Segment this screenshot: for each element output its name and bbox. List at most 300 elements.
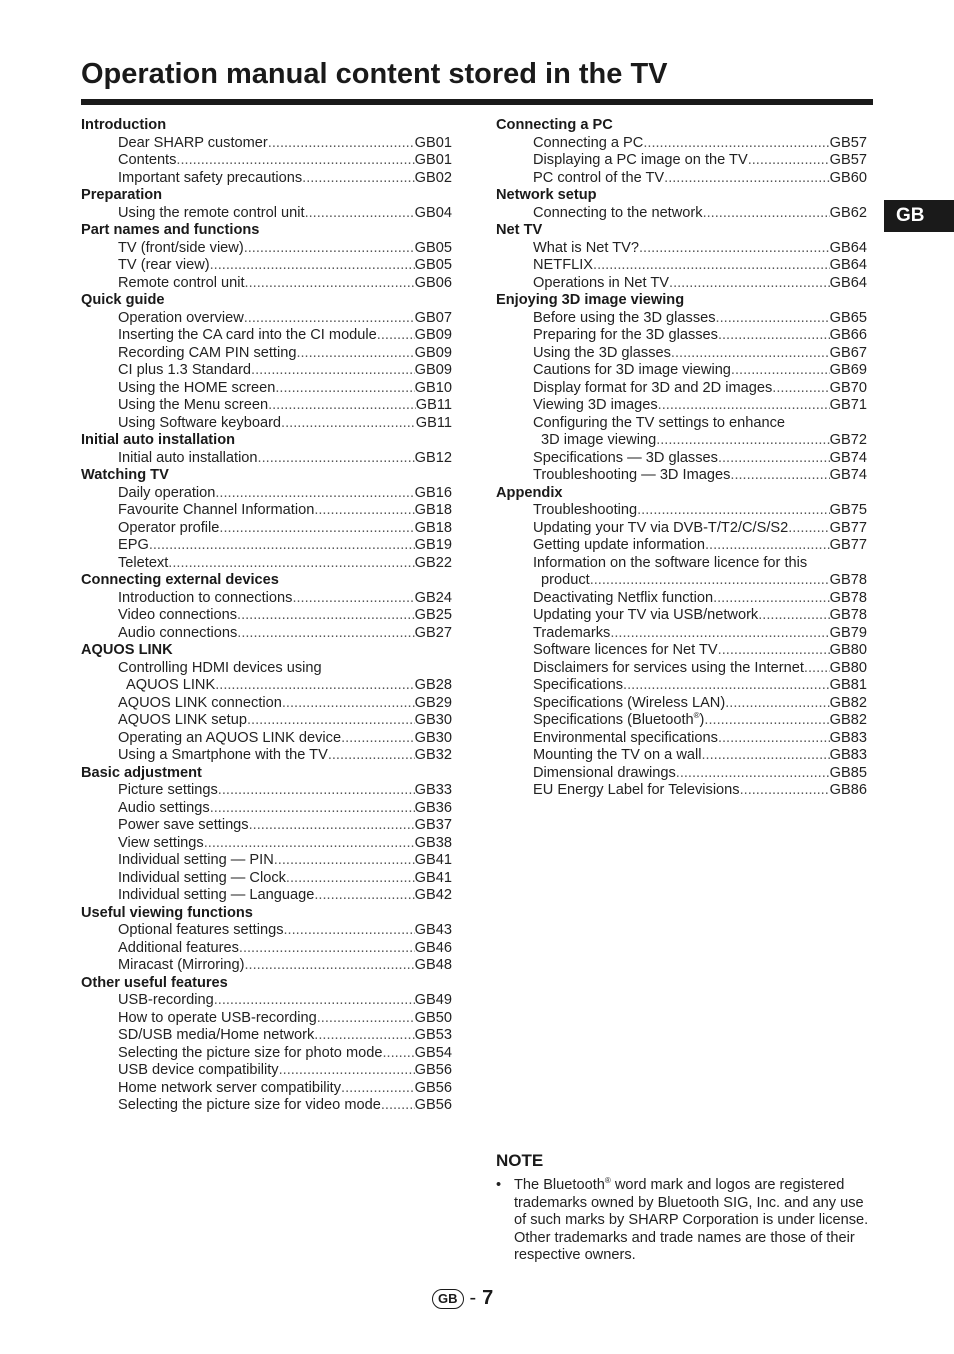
dot-leader	[268, 135, 415, 153]
toc-entry	[118, 240, 452, 258]
toc-page-ref: GB09	[414, 362, 452, 378]
toc-entry-title: Mounting the TV on a wall	[533, 747, 702, 763]
dot-leader	[286, 870, 415, 888]
toc-entry	[533, 537, 867, 555]
toc-page-ref: GB77	[829, 519, 867, 536]
toc-page-ref: GB80	[829, 642, 867, 658]
toc-entry-title: Selecting the picture size for video mode	[118, 1097, 381, 1113]
dot-leader	[247, 712, 415, 730]
toc-page-ref: GB74	[829, 449, 867, 466]
toc-entry-title: Using the HOME screen	[118, 379, 276, 396]
page-footer	[432, 1287, 493, 1310]
toc-page-ref: GB41	[414, 852, 452, 868]
toc-entry	[118, 380, 452, 398]
toc-entry	[533, 747, 867, 765]
toc-page-ref: GB85	[829, 764, 867, 781]
dot-leader	[377, 327, 415, 345]
toc-page-ref: GB24	[414, 589, 452, 606]
toc-entry-title: Connecting a PC	[533, 134, 644, 151]
toc-entry	[118, 590, 452, 608]
toc-entry-title: USB device compatibility	[118, 1062, 279, 1078]
toc-page-ref: GB36	[414, 799, 452, 816]
toc-entry	[533, 397, 867, 415]
region-badge: GB	[432, 1289, 464, 1309]
registered-mark: ®	[604, 1176, 611, 1186]
toc-entry	[118, 1045, 452, 1063]
dot-leader	[381, 1097, 415, 1115]
toc-page-ref: GB77	[829, 537, 867, 553]
toc-page-ref: GB64	[829, 274, 867, 291]
toc-entry-title: NETFLIX	[533, 257, 594, 273]
toc-entry-title: Viewing 3D images	[533, 397, 658, 413]
dot-leader	[237, 625, 414, 643]
toc-entry-text: Information on the software licence for this	[533, 554, 808, 571]
toc-entry-title: Disclaimers for services using the Internet	[533, 659, 804, 676]
toc-page-ref: GB78	[829, 607, 867, 623]
toc-entry-title: Updating your TV via USB/network	[533, 607, 759, 623]
toc-entry-title: Software licences for Net TV	[533, 642, 718, 658]
toc-page-ref: GB06	[414, 274, 452, 291]
toc-entry-title: Operating an AQUOS LINK device	[118, 729, 342, 746]
toc-entry-title: Dear SHARP customer	[118, 134, 268, 151]
toc-entry-title: Contents	[118, 152, 177, 168]
toc-entry-title: Individual setting — PIN	[118, 852, 274, 868]
toc-entry	[118, 730, 452, 748]
toc-entry	[118, 415, 452, 433]
dot-leader	[637, 502, 830, 520]
toc-entry-title: CI plus 1.3 Standard	[118, 362, 252, 378]
toc-entry-title: PC control of the TV	[533, 169, 665, 186]
toc-page-ref: GB66	[829, 327, 867, 343]
toc-entry-title: Power save settings	[118, 817, 249, 833]
toc-entry-title: Introduction to connections	[118, 589, 293, 606]
toc-page-ref: GB80	[829, 659, 867, 676]
toc-page-ref: GB64	[829, 239, 867, 256]
dot-leader	[204, 835, 415, 853]
toc-page-ref: GB78	[829, 572, 867, 588]
dot-leader	[244, 310, 415, 328]
note-heading: NOTE	[496, 1151, 544, 1170]
toc-entry-title: Miracast (Mirroring)	[118, 957, 245, 973]
toc-section-heading: AQUOS LINK	[81, 642, 173, 658]
toc-page-ref: GB09	[414, 327, 452, 343]
dot-leader	[804, 660, 830, 678]
toc-entry	[118, 1010, 452, 1028]
region-tab: GB	[884, 200, 954, 232]
toc-entry-title: Deactivating Netflix function	[533, 589, 714, 606]
dot-leader	[281, 415, 416, 433]
toc-page-ref: GB30	[414, 729, 452, 746]
dot-leader	[639, 240, 830, 258]
toc-entry-title: Initial auto installation	[118, 449, 258, 466]
dot-leader	[215, 677, 414, 695]
toc-entry-title: What is Net TV?	[533, 239, 639, 256]
toc-entry-title: Operator profile	[118, 519, 220, 536]
dot-leader	[149, 537, 415, 555]
toc-entry	[533, 170, 867, 188]
toc-page-ref: GB57	[829, 134, 867, 151]
toc-section-heading: Network setup	[496, 187, 597, 203]
toc-entry	[541, 572, 867, 590]
toc-entry	[533, 467, 867, 485]
dot-leader	[282, 695, 415, 713]
toc-page-ref: GB32	[414, 747, 452, 763]
dot-leader	[731, 362, 830, 380]
toc-page-ref: GB05	[414, 257, 452, 273]
toc-entry	[118, 502, 452, 520]
dot-leader	[258, 450, 415, 468]
toc-entry	[118, 275, 452, 293]
toc-entry	[533, 695, 867, 713]
toc-entry	[533, 205, 867, 223]
toc-entry	[118, 747, 452, 765]
toc-entry-title: Daily operation	[118, 484, 216, 501]
toc-entry-title: product	[541, 572, 590, 588]
toc-entry-title: Updating your TV via DVB-T/T2/C/S/S2	[533, 519, 789, 536]
toc-entry-text: Controlling HDMI devices using	[118, 659, 322, 676]
toc-entry-title: Optional features settings	[118, 922, 284, 938]
dot-leader	[314, 1027, 414, 1045]
toc-entry-title: How to operate USB-recording	[118, 1009, 317, 1026]
dot-leader	[772, 380, 829, 398]
toc-page-ref: GB19	[414, 537, 452, 553]
dot-leader	[292, 590, 414, 608]
dot-leader	[218, 782, 415, 800]
dot-leader	[643, 135, 829, 153]
toc-entry-title: Display format for 3D and 2D images	[533, 379, 773, 396]
toc-entry-title: Specifications — 3D glasses	[533, 449, 718, 466]
bullet-icon: •	[496, 1177, 502, 1193]
toc-entry-title: Getting update information	[533, 537, 705, 553]
title-underline	[81, 99, 873, 105]
toc-entry	[118, 607, 452, 625]
page-number: 7	[482, 1287, 494, 1309]
toc-entry	[533, 607, 867, 625]
toc-page-ref: GB27	[414, 624, 452, 641]
toc-entry	[118, 835, 452, 853]
toc-page-ref: GB83	[829, 747, 867, 763]
toc-entry	[118, 397, 452, 415]
toc-entry-title: Using the 3D glasses	[533, 344, 671, 361]
toc-entry-title: Displaying a PC image on the TV	[533, 152, 748, 168]
toc-page-ref: GB42	[414, 887, 452, 903]
toc-entry-title: TV (rear view)	[118, 257, 210, 273]
toc-page-ref: GB69	[829, 362, 867, 378]
toc-entry	[533, 590, 867, 608]
toc-entry	[118, 800, 452, 818]
toc-right-column	[496, 117, 867, 800]
toc-entry-title: Troubleshooting	[533, 502, 638, 518]
toc-entry-title: Individual setting — Clock	[118, 869, 286, 886]
toc-section-heading: Preparation	[81, 187, 163, 203]
toc-entry	[126, 677, 452, 695]
dot-leader	[317, 1010, 415, 1028]
toc-section-heading: Watching TV	[81, 467, 169, 483]
toc-page-ref: GB79	[829, 624, 867, 641]
toc-entry-title: Specifications	[533, 677, 624, 693]
toc-entry	[118, 922, 452, 940]
dot-leader	[314, 887, 414, 905]
toc-page-ref: GB64	[829, 257, 867, 273]
dot-leader	[718, 730, 830, 748]
toc-section-heading: Quick guide	[81, 292, 165, 308]
dot-leader	[176, 152, 414, 170]
toc-page-ref: GB18	[414, 519, 452, 536]
toc-entry	[533, 765, 867, 783]
dot-leader	[716, 310, 830, 328]
toc-entry	[118, 887, 452, 905]
toc-section-heading: Initial auto installation	[81, 432, 236, 448]
dot-leader	[705, 537, 830, 555]
toc-page-ref: GB25	[414, 607, 452, 623]
toc-entry	[533, 362, 867, 380]
dot-leader	[249, 817, 415, 835]
toc-entry	[118, 695, 452, 713]
toc-entry	[533, 310, 867, 328]
toc-entry	[118, 450, 452, 468]
dot-leader	[341, 730, 415, 748]
dot-leader	[341, 1080, 415, 1098]
page-title: Operation manual content stored in the TV	[81, 58, 668, 90]
dot-leader	[305, 205, 415, 223]
toc-page-ref: GB30	[414, 712, 452, 728]
dot-leader	[215, 485, 414, 503]
registered-mark: ®	[693, 711, 700, 721]
dot-leader	[593, 257, 830, 275]
toc-page-ref: GB71	[829, 397, 867, 413]
toc-entry	[118, 310, 452, 328]
dot-leader	[328, 747, 415, 765]
toc-entry	[118, 152, 452, 170]
toc-entry-title: Using the Menu screen	[118, 397, 269, 413]
toc-entry	[533, 275, 867, 293]
dot-leader	[748, 152, 830, 170]
toc-page-ref: GB67	[829, 344, 867, 361]
toc-page-ref: GB81	[829, 677, 867, 693]
dot-leader	[214, 992, 415, 1010]
toc-entry-title: Using a Smartphone with the TV	[118, 747, 328, 763]
toc-entry	[118, 712, 452, 730]
note-bullet-item	[496, 1177, 876, 1265]
dot-leader	[237, 607, 415, 625]
dot-leader	[382, 1045, 414, 1063]
toc-entry	[533, 730, 867, 748]
toc-entry-title: Important safety precautions	[118, 169, 303, 186]
toc-page-ref: GB11	[415, 414, 452, 431]
toc-section-heading: Enjoying 3D image viewing	[496, 292, 685, 308]
toc-entry	[118, 327, 452, 345]
toc-entry-title: Individual setting — Language	[118, 887, 315, 903]
toc-page-ref: GB07	[414, 309, 452, 326]
toc-entry	[118, 1097, 452, 1115]
toc-entry	[118, 205, 452, 223]
toc-entry-title: Additional features	[118, 939, 239, 956]
toc-entry	[533, 520, 867, 538]
toc-entry	[533, 450, 867, 468]
toc-page-ref: GB09	[414, 344, 452, 361]
toc-entry	[118, 485, 452, 503]
dot-leader	[244, 957, 414, 975]
toc-section-heading: Net TV	[496, 222, 543, 238]
toc-entry-title: 3D image viewing	[541, 432, 657, 448]
toc-page-ref: GB74	[829, 467, 867, 483]
note-text: The Bluetooth® word mark and logos are registered trademarks owned by Bluetooth SIG, Inc. and any use of such marks by SHARP Corporation is under license. Other trademarks and trade names are those of their respective owners.	[514, 1176, 869, 1263]
dot-leader	[725, 695, 829, 713]
toc-page-ref: GB22	[414, 554, 452, 571]
toc-page-ref: GB18	[414, 502, 452, 518]
toc-page-ref: GB62	[829, 204, 867, 221]
dot-leader	[664, 170, 830, 188]
toc-entry	[533, 152, 867, 170]
toc-page-ref: GB12	[414, 449, 452, 466]
toc-page-ref: GB82	[829, 694, 867, 711]
toc-page-ref: GB01	[414, 152, 452, 168]
toc-section-heading: Basic adjustment	[81, 764, 202, 781]
toc-entry	[533, 257, 867, 275]
toc-entry	[118, 170, 452, 188]
dot-leader	[623, 677, 830, 695]
toc-page-ref: GB46	[414, 939, 452, 956]
dot-leader	[703, 205, 830, 223]
dot-leader	[239, 940, 415, 958]
dot-leader	[168, 555, 414, 573]
toc-entry-title: Video connections	[118, 607, 238, 623]
toc-entry-title: Inserting the CA card into the CI module	[118, 327, 377, 343]
toc-entry-title: AQUOS LINK	[126, 677, 216, 693]
toc-entry-title: Operations in Net TV	[533, 274, 670, 291]
toc-entry	[118, 992, 452, 1010]
toc-page-ref: GB02	[414, 169, 452, 186]
toc-left-column	[81, 117, 452, 1115]
toc-page-ref: GB48	[414, 957, 452, 973]
toc-entry	[118, 520, 452, 538]
toc-entry-title: AQUOS LINK connection	[118, 694, 282, 711]
dot-leader	[610, 625, 829, 643]
toc-entry	[533, 380, 867, 398]
toc-entry	[533, 327, 867, 345]
dot-leader	[590, 572, 830, 590]
toc-entry-title: Using the remote control unit	[118, 204, 305, 221]
dot-leader	[314, 502, 414, 520]
toc-section-heading: Appendix	[496, 484, 563, 501]
dot-leader	[701, 747, 829, 765]
toc-entry	[118, 537, 452, 555]
dot-leader	[788, 520, 829, 538]
dot-leader	[713, 590, 830, 608]
toc-entry-title: Audio settings	[118, 799, 210, 816]
toc-entry-title: Audio connections	[118, 624, 238, 641]
toc-entry-title: Teletext	[118, 554, 169, 571]
toc-entry	[533, 642, 867, 660]
toc-entry-title: View settings	[118, 834, 204, 851]
toc-entry-title: Recording CAM PIN setting	[118, 344, 297, 361]
toc-page-ref: GB72	[829, 432, 867, 448]
toc-section-heading: Part names and functions	[81, 222, 260, 238]
toc-page-ref: GB70	[829, 379, 867, 396]
dot-leader	[219, 520, 414, 538]
toc-entry-title: Connecting to the network	[533, 204, 703, 221]
toc-entry-text: Configuring the TV settings to enhance	[533, 414, 786, 431]
toc-entry	[118, 852, 452, 870]
toc-entry	[118, 1080, 452, 1098]
dot-leader	[245, 275, 415, 293]
toc-entry	[118, 940, 452, 958]
toc-page-ref: GB60	[829, 169, 867, 186]
toc-entry-title: Preparing for the 3D glasses	[533, 327, 718, 343]
toc-entry	[118, 817, 452, 835]
toc-page-ref: GB86	[829, 782, 867, 798]
toc-page-ref: GB41	[414, 869, 452, 886]
toc-entry	[118, 870, 452, 888]
dot-leader	[758, 607, 829, 625]
toc-page-ref: GB10	[414, 379, 452, 396]
toc-entry	[533, 135, 867, 153]
toc-section-heading: Connecting external devices	[81, 572, 279, 588]
toc-page-ref: GB65	[829, 309, 867, 326]
dot-leader	[210, 800, 415, 818]
toc-entry-title: Specifications (Bluetooth®)	[533, 711, 705, 728]
toc-entry	[533, 712, 867, 730]
toc-section-heading: Connecting a PC	[496, 117, 613, 133]
toc-page-ref: GB50	[414, 1009, 452, 1026]
toc-page-ref: GB43	[414, 922, 452, 938]
toc-page-ref: GB37	[414, 817, 452, 833]
toc-entry-title: Home network server compatibility	[118, 1079, 342, 1096]
note-box	[496, 1151, 876, 1265]
toc-page-ref: GB04	[414, 204, 452, 221]
toc-page-ref: GB01	[414, 134, 452, 151]
toc-page-ref: GB56	[414, 1062, 452, 1078]
toc-entry	[533, 502, 867, 520]
dot-leader	[244, 240, 415, 258]
dot-leader	[251, 362, 415, 380]
toc-entry-title: Operation overview	[118, 309, 244, 326]
toc-entry-title: SD/USB media/Home network	[118, 1027, 315, 1043]
dot-leader	[302, 170, 415, 188]
toc-page-ref: GB11	[415, 397, 452, 413]
toc-entry	[533, 625, 867, 643]
toc-entry	[533, 677, 867, 695]
dot-leader	[704, 712, 829, 730]
toc-entry-title: EU Energy Label for Televisions	[533, 782, 740, 798]
toc-entry-title: Specifications (Wireless LAN)	[533, 694, 726, 711]
dot-leader	[279, 1062, 415, 1080]
dot-leader	[268, 397, 416, 415]
toc-page-ref: GB05	[414, 239, 452, 256]
dot-leader	[676, 765, 830, 783]
toc-entry	[118, 1062, 452, 1080]
dot-leader	[274, 852, 415, 870]
toc-section-heading: Useful viewing functions	[81, 904, 253, 921]
toc-entry	[533, 345, 867, 363]
toc-page-ref: GB82	[829, 712, 867, 728]
toc-page-ref: GB83	[829, 729, 867, 746]
dot-leader	[284, 922, 415, 940]
footer-separator: -	[469, 1287, 477, 1309]
toc-page-ref: GB16	[414, 484, 452, 501]
dot-leader	[658, 397, 830, 415]
toc-entry-title: USB-recording	[118, 992, 214, 1008]
toc-section-heading: Other useful features	[81, 974, 228, 991]
toc-section-heading: Introduction	[81, 117, 167, 133]
toc-entry-title: EPG	[118, 537, 149, 553]
toc-entry-title: Before using the 3D glasses	[533, 309, 716, 326]
toc-entry	[118, 1027, 452, 1045]
toc-entry-title: Troubleshooting — 3D Images	[533, 467, 731, 483]
toc-entry	[541, 432, 867, 450]
toc-entry	[118, 555, 452, 573]
toc-page-ref: GB57	[829, 152, 867, 168]
